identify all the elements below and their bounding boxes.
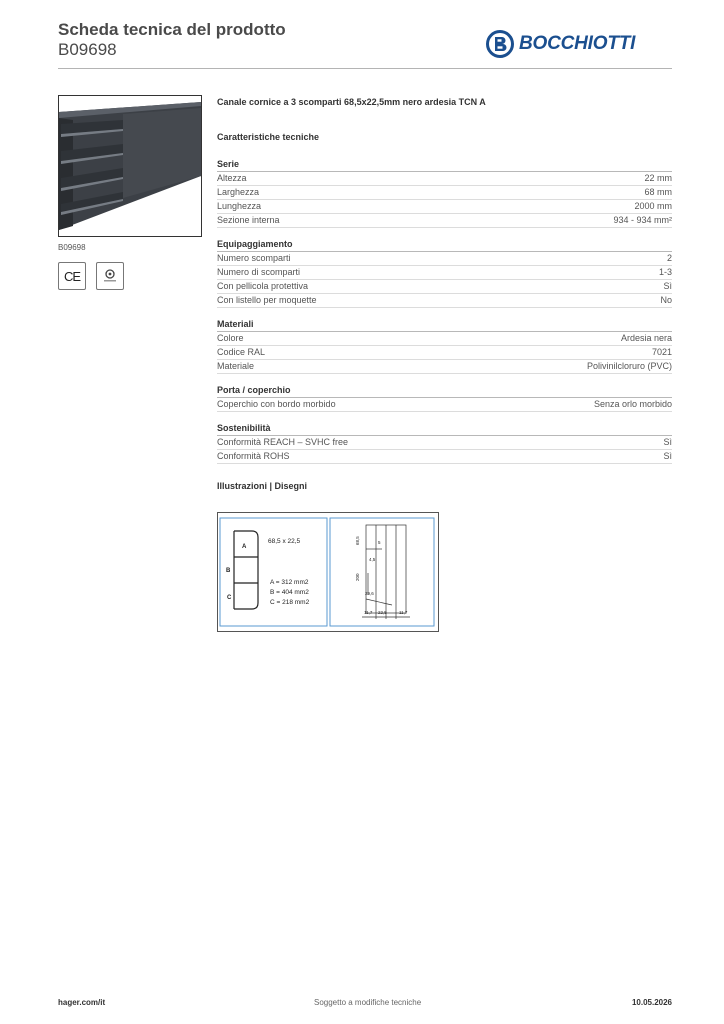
dim-label: 4,5	[369, 557, 376, 562]
spec-group	[217, 318, 672, 374]
spec-label: Sezione interna	[217, 215, 280, 225]
section-title: Caratteristiche tecniche	[217, 132, 320, 142]
profile-outline	[234, 531, 258, 609]
imq-icon	[102, 268, 118, 284]
spec-label: Con listello per moquette	[217, 295, 317, 305]
ce-mark-label: CE	[63, 268, 81, 284]
spec-label: Colore	[217, 333, 244, 343]
product-code: B09698	[58, 40, 117, 59]
spec-row	[217, 266, 672, 280]
spec-label: Altezza	[217, 173, 247, 183]
spec-label: Con pellicola protettiva	[217, 281, 309, 291]
drawing-svg	[218, 513, 438, 631]
ce-mark	[58, 262, 86, 290]
spec-row	[217, 252, 672, 266]
footer-disclaimer: Soggetto a modifiche tecniche	[314, 998, 422, 1007]
spec-value: 2000 mm	[634, 201, 672, 211]
spec-label: Conformità REACH – SVHC free	[217, 437, 349, 447]
product-name: Canale cornice a 3 scomparti 68,5x22,5mm nero ardesia TCN A	[217, 97, 486, 107]
dim-label: 22,5	[378, 610, 387, 615]
dim-label: 29,6	[365, 591, 374, 596]
spec-row	[217, 450, 672, 464]
dim-label: 11,7	[399, 610, 408, 615]
dim-label: 200	[355, 573, 360, 581]
spec-group	[217, 384, 672, 412]
compartment-label: C	[227, 595, 232, 601]
spec-row	[217, 280, 672, 294]
spec-value: 1-3	[658, 267, 672, 277]
product-image	[58, 95, 202, 237]
spec-group-title: Materiali	[217, 318, 672, 332]
side-view-lines	[362, 525, 410, 619]
spec-group-title: Serie	[217, 158, 672, 172]
compartment-label: B	[226, 568, 231, 574]
spec-group-title: Equipaggiamento	[217, 238, 672, 252]
spec-value: Sì	[663, 451, 672, 461]
spec-label: Materiale	[217, 361, 255, 371]
dim-label: 11,7	[364, 610, 373, 615]
area-label: A = 312 mm2	[270, 579, 309, 586]
spec-value: No	[660, 295, 672, 305]
spec-value: 934 - 934 mm²	[613, 215, 672, 225]
spec-row	[217, 436, 672, 450]
profile-dividers	[234, 557, 258, 583]
compartment-label: A	[242, 544, 247, 550]
spec-value: Ardesia nera	[620, 333, 672, 343]
spec-label: Larghezza	[217, 187, 260, 197]
spec-group	[217, 238, 672, 308]
spec-value: 22 mm	[644, 173, 672, 183]
page-title: Scheda tecnica del prodotto	[58, 20, 286, 39]
spec-group	[217, 422, 672, 464]
spec-group-title: Porta / coperchio	[217, 384, 672, 398]
spec-area	[217, 96, 672, 492]
spec-label: Conformità ROHS	[217, 451, 290, 461]
footer-website[interactable]: hager.com/it	[58, 998, 106, 1007]
header-divider	[58, 68, 672, 69]
area-label: B = 404 mm2	[270, 589, 309, 596]
dim-label: 5	[378, 540, 381, 545]
spec-row	[217, 360, 672, 374]
spec-row	[217, 294, 672, 308]
brand-logo	[486, 29, 668, 59]
spec-row	[217, 214, 672, 228]
imq-mark	[96, 262, 124, 290]
spec-label: Lunghezza	[217, 201, 262, 211]
spec-value: Senza orlo morbido	[593, 399, 672, 409]
spec-value: Polivinilcloruro (PVC)	[586, 361, 672, 371]
spec-row	[217, 172, 672, 186]
spec-label: Numero di scomparti	[217, 267, 301, 277]
spec-row	[217, 200, 672, 214]
spec-groups	[217, 158, 672, 464]
spec-value: 2	[666, 253, 672, 263]
spec-value: 68 mm	[644, 187, 672, 197]
dimension-label: 68,5 x 22,5	[268, 538, 301, 545]
spec-row	[217, 332, 672, 346]
spec-label: Coperchio con bordo morbido	[217, 399, 336, 409]
spec-value: 7021	[651, 347, 672, 357]
footer-date: 10.05.2026	[631, 998, 672, 1007]
spec-row	[217, 346, 672, 360]
area-label: C = 218 mm2	[270, 599, 310, 606]
illustrations-title: Illustrazioni | Disegni	[217, 481, 308, 491]
dim-label: 68,5	[355, 536, 360, 545]
document-header	[58, 20, 286, 60]
brand-name: BOCCHIOTTI	[519, 33, 636, 54]
image-caption: B09698	[58, 243, 86, 252]
spec-group-title: Sostenibilità	[217, 422, 672, 436]
spec-value: Sì	[663, 281, 672, 291]
cross-section-frame	[220, 518, 327, 626]
spec-value: Sì	[663, 437, 672, 447]
spec-group	[217, 158, 672, 228]
bocchiotti-logo-icon	[486, 30, 514, 58]
spec-row	[217, 398, 672, 412]
technical-drawing	[217, 512, 439, 632]
spec-label: Codice RAL	[217, 347, 266, 357]
cable-duct-illustration	[59, 96, 201, 236]
spec-row	[217, 186, 672, 200]
spec-label: Numero scomparti	[217, 253, 291, 263]
